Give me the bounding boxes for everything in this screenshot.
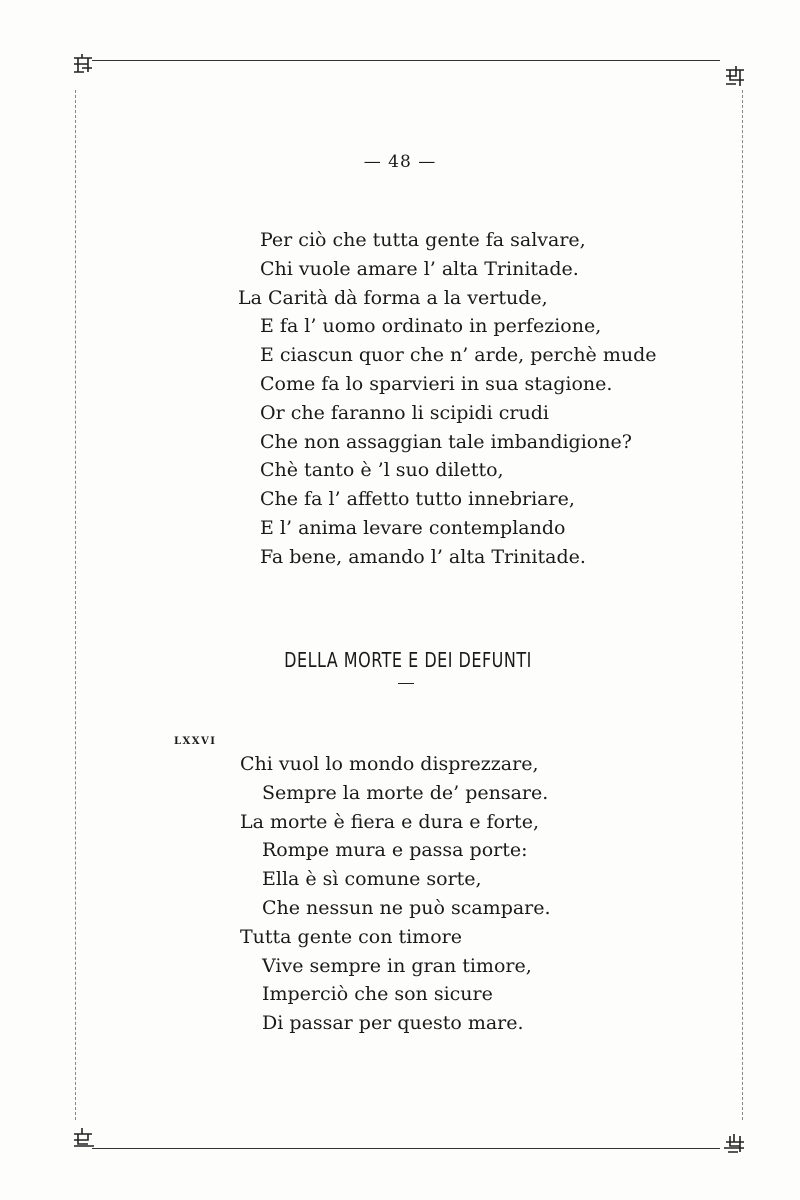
fret-ornament-icon	[72, 1126, 94, 1148]
verse-line: Come fa lo sparvieri in sua stagione.	[260, 372, 613, 395]
verse-line: Di passar per questo mare.	[262, 1012, 524, 1035]
verse-line: Vive sempre in gran timore,	[262, 954, 532, 977]
frame-bottom-rule	[92, 1148, 720, 1149]
verse-line: Rompe mura e passa porte:	[262, 839, 528, 862]
frame-right-rule	[742, 90, 743, 1120]
verse-line: Ella è sì comune sorte,	[262, 868, 482, 891]
frame-left-rule	[75, 90, 76, 1120]
verse-line: Che nessun ne può scampare.	[262, 896, 551, 919]
verse-line: Tutta gente con timore	[240, 925, 462, 948]
verse-line: Imperciò che son sicure	[262, 983, 493, 1006]
verse-line: E fa l’ uomo ordinato in perfezione,	[260, 315, 602, 338]
verse-line: Che non assaggian tale imbandigione?	[260, 430, 632, 453]
section-title: DELLA MORTE E DEI DEFUNTI	[284, 648, 532, 672]
verse-line: Or che faranno li scipidi crudi	[260, 401, 549, 424]
verse-line: Chi vuole amare l’ alta Trinitade.	[260, 257, 579, 280]
fret-ornament-icon	[72, 52, 94, 74]
verse-line: Che fa l’ affetto tutto innebriare,	[260, 488, 575, 511]
fret-ornament-icon	[724, 64, 746, 86]
verse-line: Per ciò che tutta gente fa salvare,	[260, 229, 586, 251]
verse-line: Chi vuol lo mondo disprezzare,	[240, 753, 539, 775]
stanza-1	[238, 226, 657, 572]
verse-line: Sempre la morte de’ pensare.	[262, 781, 549, 804]
verse-line: E ciascun quor che n’ arde, perchè mude	[260, 344, 657, 367]
stanza-2	[240, 750, 551, 1038]
title-rule	[398, 683, 414, 684]
verse-line: E l’ anima levare contemplando	[260, 516, 566, 539]
fret-ornament-icon	[724, 1132, 746, 1154]
verse-line: La Carità dà forma a la vertude,	[238, 286, 548, 309]
poem-number: LXXVI	[174, 736, 217, 747]
verse-line: Chè tanto è ’l suo diletto,	[260, 459, 504, 482]
verse-line: Fa bene, amando l’ alta Trinitade.	[260, 545, 586, 568]
verse-line: La morte è fiera e dura e forte,	[240, 810, 539, 833]
page-number: — 48 —	[363, 152, 437, 172]
frame-top-rule	[92, 60, 720, 61]
